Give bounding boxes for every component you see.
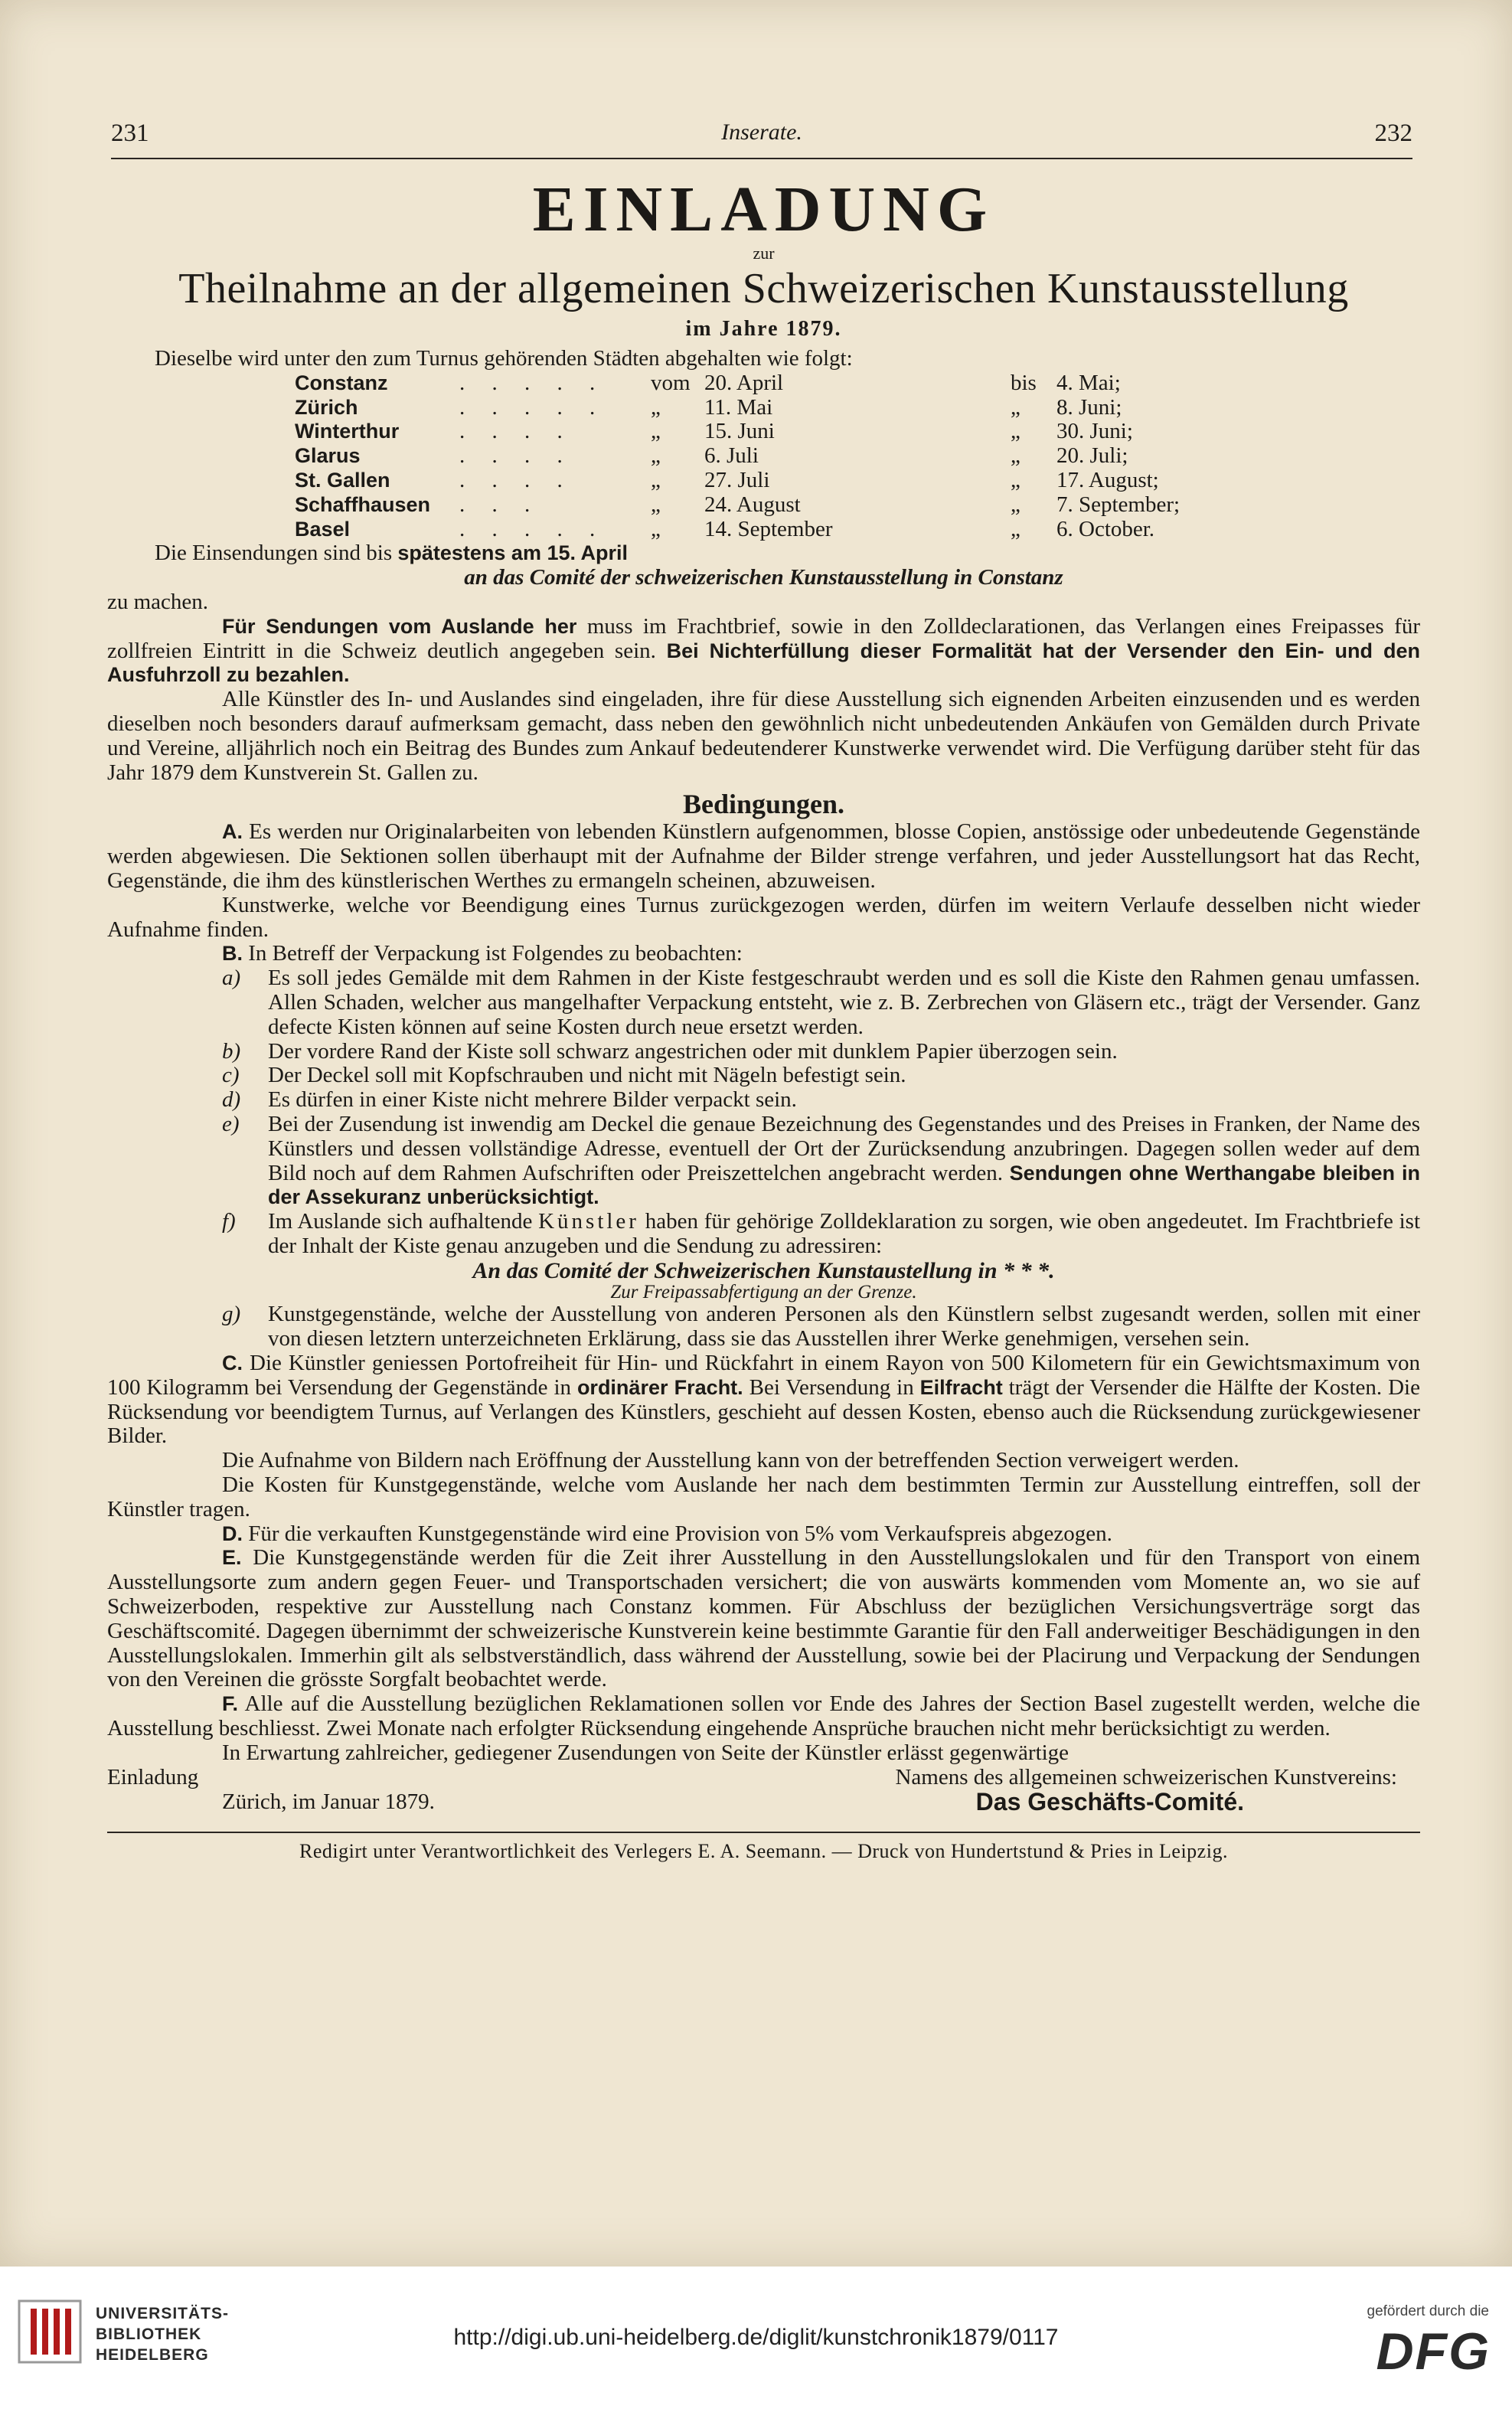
schedule-dots: . . . . . xyxy=(459,394,606,420)
section-b-items xyxy=(107,966,1420,1113)
schedule-von: „ xyxy=(651,443,661,469)
schedule-bis: „ xyxy=(1011,443,1021,469)
source-url-link[interactable]: http://digi.ub.uni-heidelberg.de/diglit/kunstchronik1879/0117 xyxy=(453,2325,1059,2350)
schedule-row xyxy=(295,420,1180,444)
schedule-city: Winterthur xyxy=(295,420,400,443)
section-e: E. Die Kunstgegenstände werden für die Zeit ihrer Ausstellung in den Ausstellungslokalen und für den Transport von einem Ausstellungsorte zum andern gegen Feuer- und Transportschaden versichert; die von auswärts kommenden vom Momente an, wo sie auf Schweizerboden, respektive zur Ausstellung nach Constanz kommen. Für Abschluss der bezüglichen Versichungsverträge sorgt das Geschäftscomité. Dagegen übernimmt der schweizerische Kunstverein keine bestimmte Garantie für den Fall anderweitiger Beschädigungen in den Ausstellungslokalen. Immerhin gilt als selbstverständlich, dass während der Ausstellung, sowie bei der Placirung und Verpackung der Sendungen von den Vereinen die grösste Sorgfalt beobachtet werde. xyxy=(107,1545,1421,1692)
schedule-from: 20. April xyxy=(704,370,784,395)
schedule-to: 4. Mai; xyxy=(1056,370,1121,395)
section-a-2: Kunstwerke, welche vor Beendigung eines Turnus zurückgezogen werden, dürfen im weitern Verlaufe desselben nicht wieder Aufnahme finden. xyxy=(107,892,1420,942)
schedule-dots: . . . xyxy=(459,492,541,517)
schedule-from: 24. August xyxy=(704,492,801,517)
kuenstler-paragraph: Alle Künstler des In- und Auslandes sind eingeladen, ihre für diese Ausstellung sich eignenden Arbeiten einzusenden und es werden dieselben noch besonders darauf aufmerksam gemacht, dass neben den gewöhnlich nicht unbedeutenden Ankäufen von Gemälden durch Private und Vereine, alljährlich noch ein Beitrag des Bundes zum Ankauf bedeutenderer Kunstwerke verwendet wird. Die Verfügung darüber steht für das Jahr 1879 dem Kunstverein St. Gallen zu. xyxy=(107,687,1420,785)
schedule-von: „ xyxy=(651,394,661,420)
section-c-3: Die Kosten für Kunstgegenstände, welche vom Auslande her nach dem bestimmten Termin zur Ausstellung eintreffen, soll der Künstler tragen. xyxy=(107,1472,1420,1521)
subtitle: Theilnahme an der allgemeinen Schweizerischen Kunstausstellung xyxy=(178,265,1349,312)
title: EINLADUNG xyxy=(532,174,995,245)
schedule-from: 14. September xyxy=(704,516,833,541)
section-b-intro: B. In Betreff der Verpackung ist Folgendes zu beobachten: xyxy=(222,941,743,966)
schedule-dots: . . . . xyxy=(459,443,573,469)
page-number-right: 232 xyxy=(1374,119,1412,147)
schedule-from: 11. Mai xyxy=(704,394,773,420)
schedule-to: 7. September; xyxy=(1056,492,1181,517)
schedule-city: Zürich xyxy=(295,395,358,419)
schedule-bis: „ xyxy=(1011,467,1021,492)
schedule-from: 27. Juli xyxy=(704,467,770,492)
section-b-item: c) Der Deckel soll mit Kopfschrauben und nicht mit Nägeln befestigt sein. xyxy=(222,1063,906,1088)
schedule-to: 8. Juni; xyxy=(1056,394,1122,420)
schedule-row xyxy=(295,371,1180,396)
bedingungen-heading: Bedingungen. xyxy=(682,789,845,820)
schedule-table xyxy=(295,371,1180,542)
dfg-logo: DFG xyxy=(1376,2322,1491,2381)
schedule-to: 30. Juni; xyxy=(1056,419,1133,444)
closing-committee: Das Geschäfts-Comité. xyxy=(975,1787,1244,1816)
section-b-item-f: f) Im Auslande sich aufhaltende Künstler haben für gehörige Zolldeklaration zu sorgen, wie oben angedeutet. Im Frachtbriefe ist der Inhalt der Kiste genau anzugeben und die Sendung zu adressiren: xyxy=(222,1209,1420,1258)
closing-date-line xyxy=(107,1787,1420,1821)
schedule-bis: bis xyxy=(1011,370,1037,395)
schedule-dots: . . . . xyxy=(459,419,573,444)
schedule-city: Glarus xyxy=(295,444,361,468)
year-line: im Jahre 1879. xyxy=(685,317,842,341)
title-zur: zur xyxy=(753,243,775,263)
schedule-city: Constanz xyxy=(295,371,388,394)
schedule-dots: . . . . xyxy=(459,467,573,492)
section-b-item: a) Es soll jedes Gemälde mit dem Rahmen in der Kiste festgeschraubt werden und es soll die Kiste den Rahmen genau umfassen. Allen Schaden, welcher aus mangelhafter Verpackung entsteht, wie z. B. Zerbrechen von Gläsern etc., trägt der Versender. Ganz defecte Kisten können auf seine Kosten durch neue ersetzt werden. xyxy=(222,966,1420,1039)
schedule-city: Basel xyxy=(295,517,351,541)
page-number-left: 231 xyxy=(111,119,149,147)
digitization-footer xyxy=(0,2267,1512,2412)
section-b-item-e: e) Bei der Zusendung ist inwendig am Deckel die genaue Bezeichnung des Gegenstandes und des Preises in Franken, der Name des Künstlers und dessen vollständige Adresse, eventuell der Ort der Zurücksendung anzubringen. Dagegen sollen weder auf dem Bild noch auf dem Rahmen Aufschriften oder Preiszettelchen angebracht werden. Sendungen ohne Werthangabe bleiben in der Assekuranz unberücksichtigt. xyxy=(222,1111,1420,1209)
schedule-bis: „ xyxy=(1011,419,1021,444)
schedule-von: vom xyxy=(651,370,691,395)
notice-body xyxy=(107,172,1420,1863)
schedule-row xyxy=(295,396,1180,420)
sendungen-post: zu machen. xyxy=(107,589,209,614)
footer-rule xyxy=(107,1832,1420,1833)
shipping-address: An das Comité der Schweizerischen Kunstaustellung in * * *. xyxy=(472,1257,1055,1283)
schedule-von: „ xyxy=(651,419,661,444)
running-header xyxy=(111,115,1412,159)
schedule-bis: „ xyxy=(1011,394,1021,420)
schedule-row xyxy=(295,444,1180,469)
schedule-bis: „ xyxy=(1011,492,1021,517)
schedule-row xyxy=(295,469,1180,493)
closing-place-date: Zürich, im Januar 1879. xyxy=(222,1789,435,1814)
schedule-to: 6. October. xyxy=(1056,516,1155,541)
schedule-von: „ xyxy=(651,492,661,517)
sendungen-address: an das Comité der schweizerischen Kunstausstellung in Constanz xyxy=(464,565,1063,590)
closing-signature-line xyxy=(107,1766,1420,1790)
section-a: A. Es werden nur Originalarbeiten von lebenden Künstlern aufgenommen, blosse Copien, anstössige oder unbedeutende Gegenstände werden abgewiesen. Die Sektionen sollen überhaupt mit der Aufnahme der Bilder strenge verfahren, und jeder Ausstellungsort hat das Recht, Gegenstände, die ihm des künstlerischen Werthes zu ermangeln scheinen, abzuweisen. xyxy=(107,819,1421,893)
schedule-from: 6. Juli xyxy=(704,443,759,469)
closing-association: Namens des allgemeinen schweizerischen Kunstvereins: xyxy=(895,1764,1397,1789)
section-b-item: b) Der vordere Rand der Kiste soll schwarz angestrichen oder mit dunklem Papier überzogen sein. xyxy=(222,1038,1118,1064)
section-b-item: d) Es dürfen in einer Kiste nicht mehrere Bilder verpackt sein. xyxy=(222,1087,797,1113)
imprint: Redigirt unter Verantwortlichkeit des Verlegers E. A. Seemann. — Druck von Hundertstund & Pries in Leipzig. xyxy=(299,1839,1228,1862)
schedule-intro: Dieselbe wird unter den zum Turnus gehörenden Städten abgehalten wie folgt: xyxy=(155,346,853,371)
running-title: Inserate. xyxy=(721,119,802,145)
schedule-city: Schaffhausen xyxy=(295,492,431,516)
funding-note: gefördert durch die xyxy=(1367,2303,1489,2319)
schedule-to: 17. August; xyxy=(1056,467,1159,492)
schedule-to: 20. Juli; xyxy=(1056,443,1128,469)
schedule-dots: . . . . . xyxy=(459,370,606,395)
sendungen-line: Die Einsendungen sind bis spätestens am 15. April xyxy=(155,541,628,566)
schedule-dots: . . . . . xyxy=(459,516,606,541)
section-c: C. Die Künstler geniessen Portofreiheit für Hin- und Rückfahrt in einem Rayon von 500 Kilometern für ein Gewichtsmaximum von 100 Kilogramm bei Versendung der Gegenstände in ordinärer Fracht. Bei Versendung in Eilfracht trägt der Versender die Hälfte der Kosten. Die Rücksendung vor beendigtem Turnus, auf Verlangen des Künstlers, geschieht auf dessen Kosten, ebenso auch die Rücksendung zurückgewiesener Bilder. xyxy=(107,1351,1421,1449)
university-library-label: UNIVERSITÄTS- BIBLIOTHEK HEIDELBERG xyxy=(96,2305,230,2364)
section-b-item-g: g) Kunstgegenstände, welche der Ausstellung von anderen Personen als den Künstlern selbst zugesandt werden, sollen mit einer von diesen letztern unterzeichneten Erklärung, dass sie das Ausstellen ihrer Werke genehmigen, versehen sein. xyxy=(222,1302,1420,1351)
shipping-address-note: Zur Freipassabfertigung an der Grenze. xyxy=(610,1282,917,1303)
section-d: D. Für die verkauften Kunstgegenstände wird eine Provision von 5% vom Verkaufspreis abgezogen. xyxy=(222,1521,1112,1546)
closing-text: In Erwartung zahlreicher, gediegener Zusendungen von Seite der Künstler erlässt gegenwärtige xyxy=(222,1740,1070,1765)
section-f: F. Alle auf die Ausstellung bezüglichen Reklamationen sollen vor Ende des Jahres der Section Basel zugestellt werden, welche die Ausstellung beschliesst. Zwei Monate nach erfolgter Rücksendung eingehende Ansprüche brauchen nicht mehr berücksichtigt zu werden. xyxy=(107,1691,1420,1741)
section-c-2: Die Aufnahme von Bildern nach Eröffnung der Ausstellung kann von der betreffenden Section verweigert werden. xyxy=(222,1448,1239,1473)
schedule-from: 15. Juni xyxy=(704,419,775,444)
closing-einladung: Einladung xyxy=(107,1764,199,1789)
schedule-bis: „ xyxy=(1011,516,1021,541)
schedule-von: „ xyxy=(651,516,661,541)
ausland-paragraph: Für Sendungen vom Auslande her muss im Frachtbrief, sowie in den Zolldeclarationen, das Verlangen eines Freipasses für zollfreien Eintritt in die Schweiz deutlich angegeben sein. Bei Nichterfüllung dieser Formalität hat der Versender den Ein- und den Ausfuhrzoll zu bezahlen. xyxy=(107,613,1420,687)
schedule-row xyxy=(295,518,1180,542)
schedule-city: St. Gallen xyxy=(295,468,390,492)
schedule-row xyxy=(295,493,1180,518)
schedule-von: „ xyxy=(651,467,661,492)
